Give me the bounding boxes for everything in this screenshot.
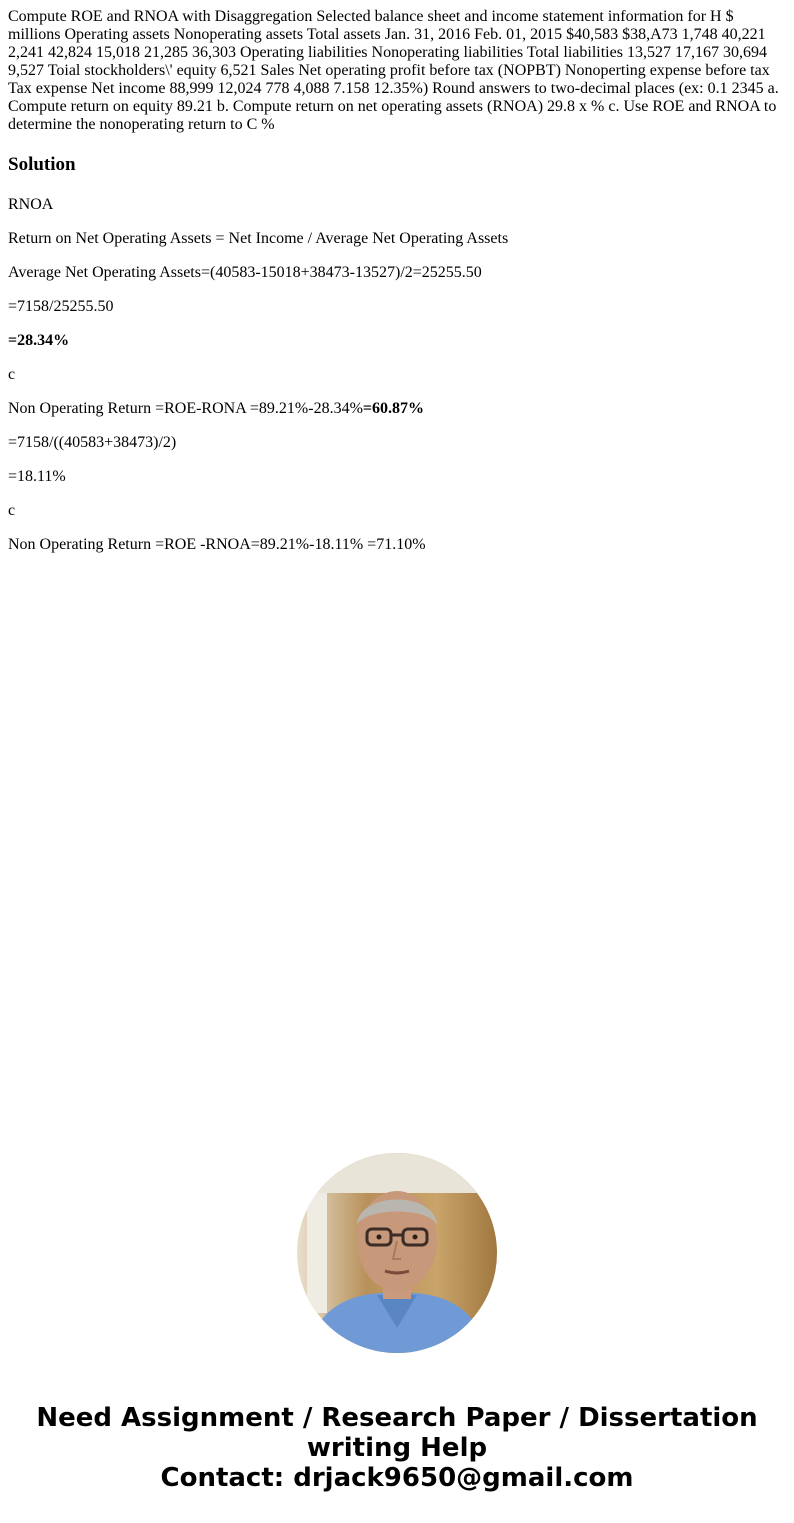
question-text: Compute ROE and RNOA with Disaggregation Selected balance sheet and income statement information for H $ millions Operating assets Nonoperating assets Total assets Jan. 31, 2016 Feb. 01, 2015 $40,583 $38,A73 1,748 40,221 2,241 42,824 15,018 21,285 36,303 Operating liabilities Nonoperating liabilities Total liabilities 13,527 17,167 30,694 9,527 Toial stockholders\' equity 6,521 Sales Net operating profit before tax (NOPBT) Nonoperting expense before tax Tax expense Net income 88,999 12,024 778 4,088 7.158 12.35%) Round answers to two-decimal places (ex: 0.1 2345 a. Compute return on equity 89.21 b. Compute return on net operating assets (RNOA) 29.8 x % c. Use ROE and RNOA to determine the nonoperating return to C % [8,8,779,133]
solution-line-c2: c [8,502,16,519]
solution-line-nonop-return [8,400,786,418]
solution-line-alt-division: =7158/((40583+38473)/2) [8,434,177,451]
solution-line-formula: Return on Net Operating Assets = Net Income / Average Net Operating Assets [8,230,509,247]
solution-line-rnoa-result: =28.34% [8,332,70,349]
promo-footer [0,1403,794,1493]
solution-line-average-noa: Average Net Operating Assets=(40583-15018+38473-13527)/2=25255.50 [8,264,482,281]
avatar-portrait [297,1153,497,1353]
solution-line-rnoa: RNOA [8,196,54,213]
solution-heading: Solution [8,154,76,175]
document-content [8,8,786,554]
solution-line-alt-result: =18.11% [8,468,66,485]
promo-contact: Contact: drjack9650@gmail.com [160,1463,634,1493]
promo-line-1: Need Assignment / Research Paper / Dissertation [36,1403,758,1433]
nonop-return-result: =60.87% [362,400,425,417]
solution-line-alt-nonop-return: Non Operating Return =ROE -RNOA=89.21%-18.11% =71.10% [8,536,426,553]
solution-line-division: =7158/25255.50 [8,298,114,315]
avatar [297,1153,497,1353]
promo-line-2: writing Help [306,1433,488,1463]
solution-line-c1: c [8,366,16,383]
nonop-return-text: Non Operating Return =ROE-RONA =89.21%-28.34% [8,400,363,417]
